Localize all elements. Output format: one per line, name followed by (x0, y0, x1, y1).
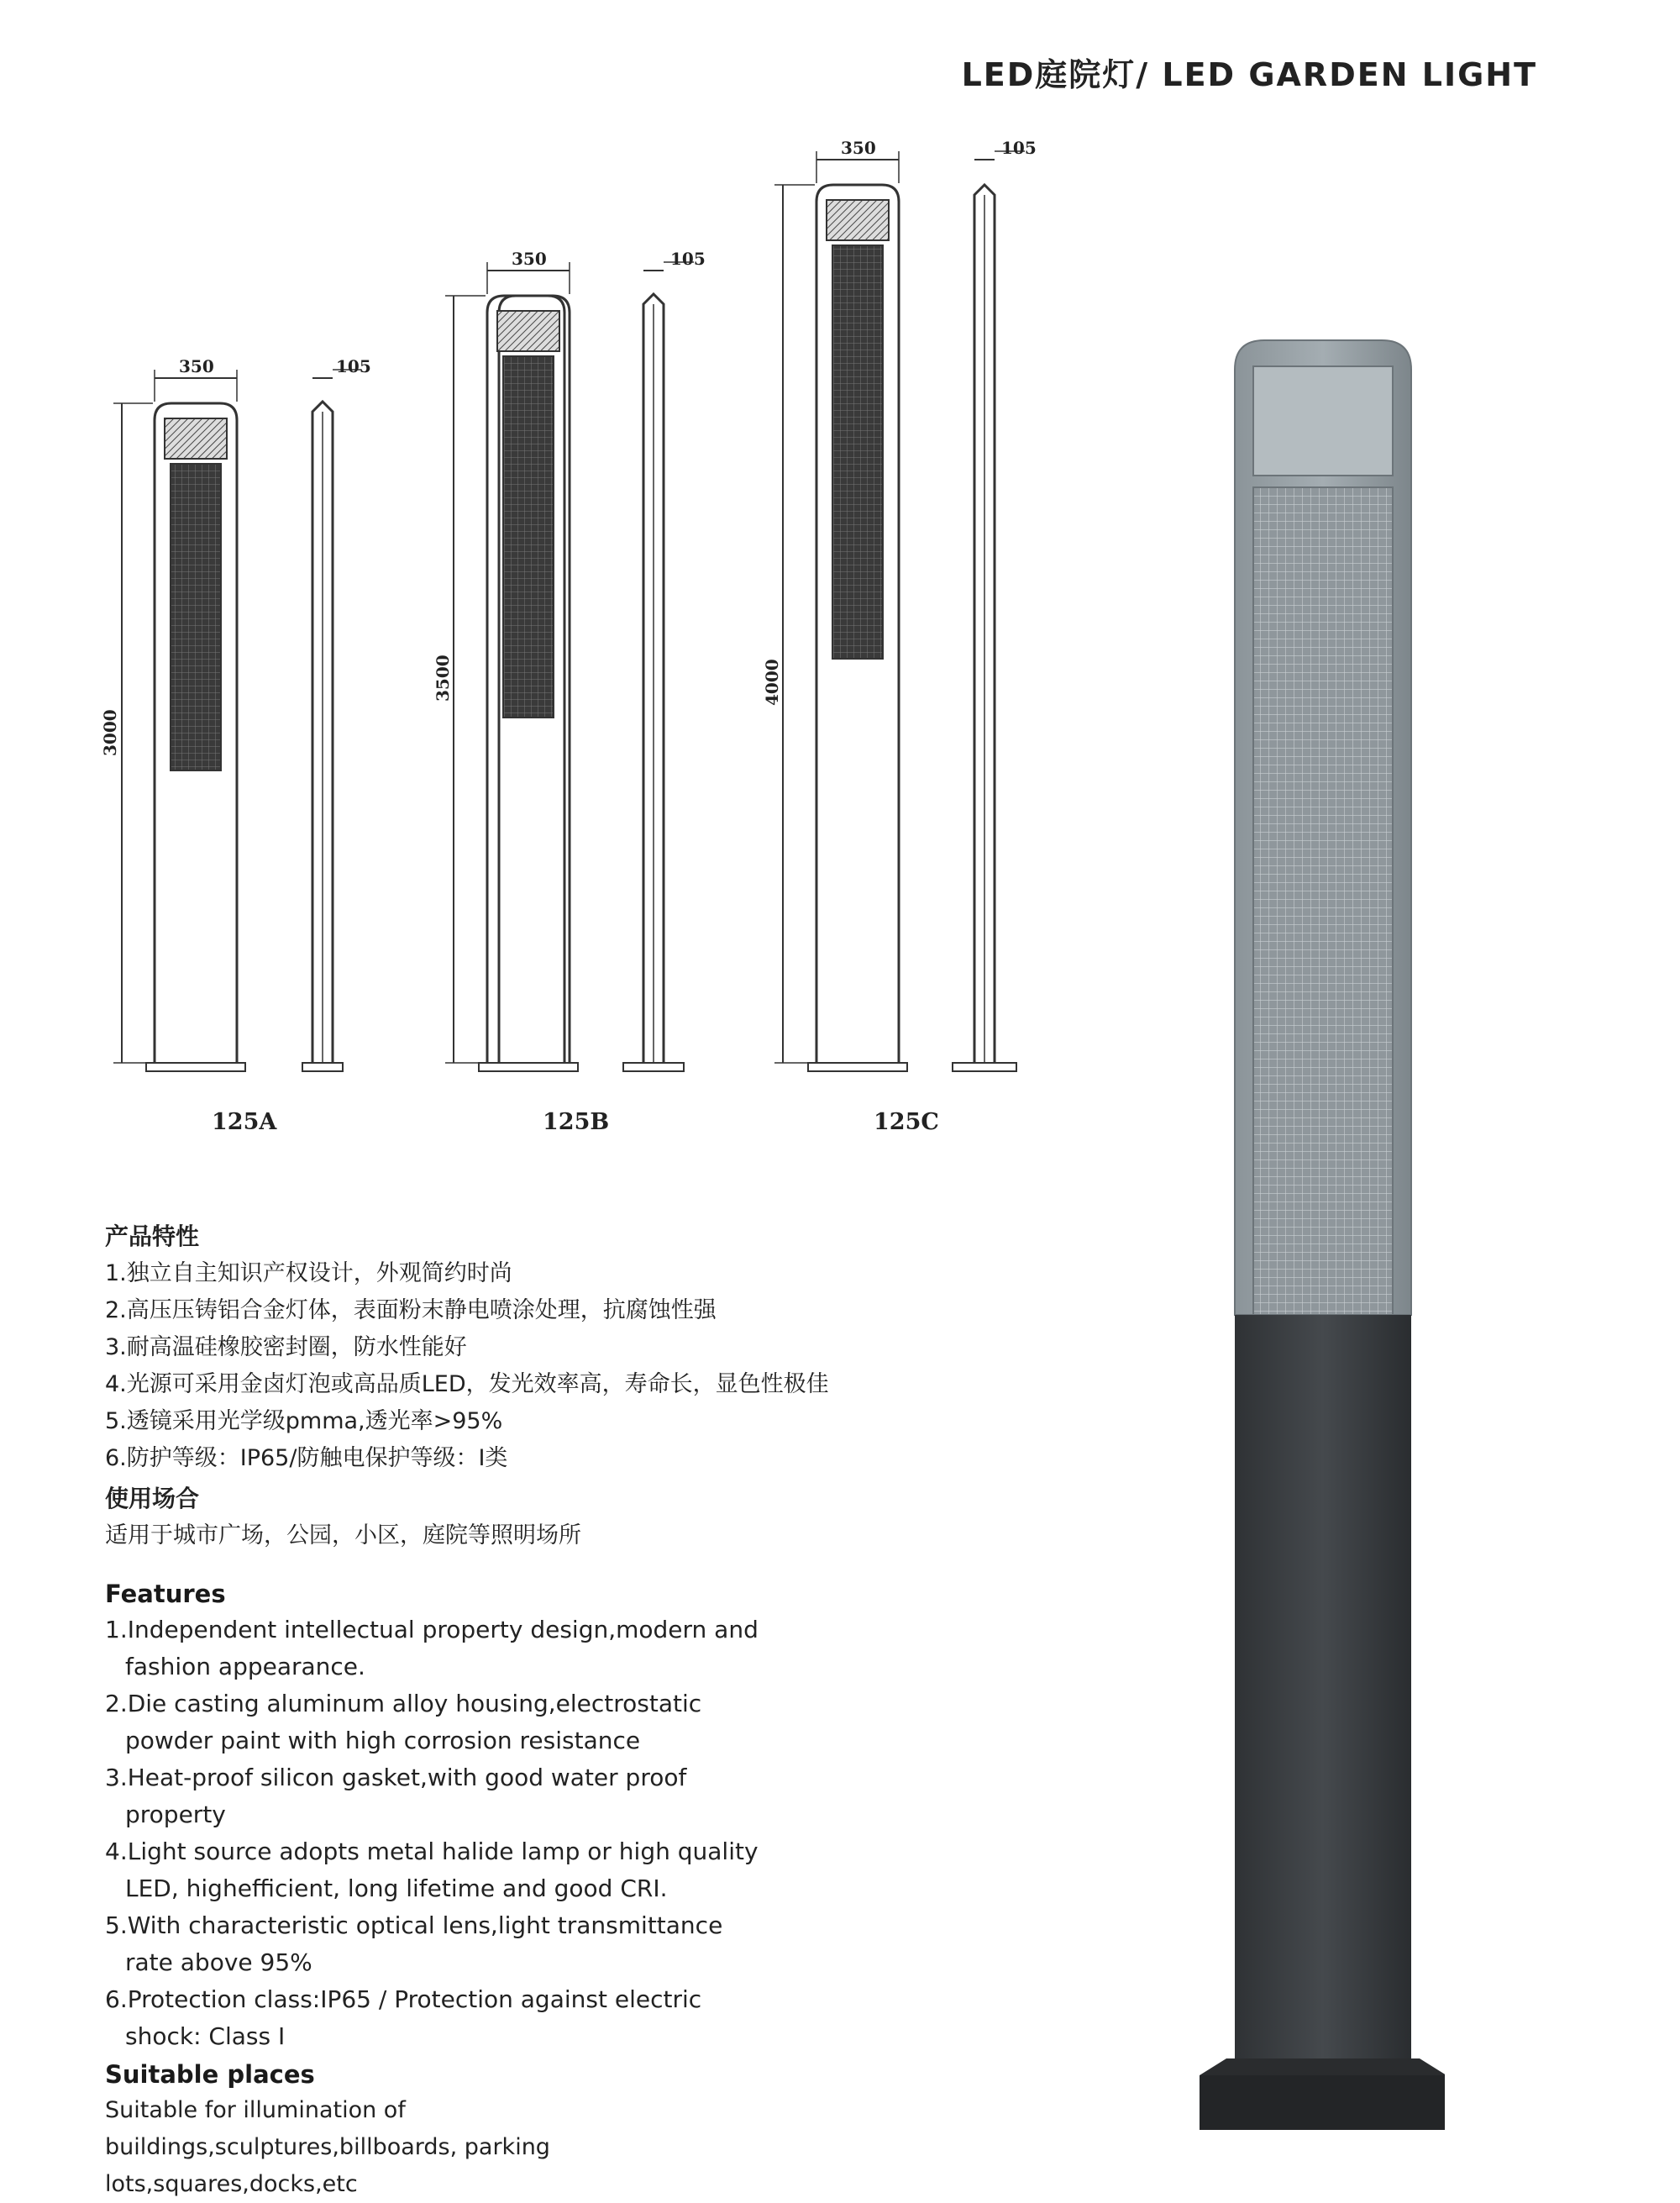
drawing-125c (774, 151, 1025, 1071)
cn-feature-item: 2.高压压铸铝合金灯体，表面粉末静电喷涂处理，抗腐蚀性强 (105, 1297, 717, 1323)
page-title: LED庭院灯/ LED GARDEN LIGHT (961, 56, 1537, 93)
en-feature-item: 1.Independent intellectual property design,modern and fashion appearance. (105, 1616, 759, 1680)
cn-features-heading: 产品特性 (105, 1222, 200, 1250)
width-dim-125b: 350 (512, 249, 547, 269)
product-render (1193, 336, 1445, 2134)
chinese-specs (105, 1218, 861, 1554)
english-specs (105, 1580, 760, 2203)
model-label-125a: 125A (212, 1109, 277, 1135)
depth-dim-125c: 105 (1001, 138, 1037, 158)
depth-dim-125a: 105 (336, 356, 371, 376)
drawing-125b (445, 262, 694, 1071)
cn-feature-item: 1.独立自主知识产权设计，外观简约时尚 (105, 1260, 512, 1286)
en-feature-item: 4.Light source adopts metal halide lamp or high quality LED, highefficient, long lifetime and good CRI. (105, 1838, 759, 1902)
depth-dim-125b: 105 (670, 249, 706, 269)
width-dim-125c: 350 (841, 138, 876, 158)
height-dim-125a: 3000 (100, 709, 120, 756)
model-label-125b: 125B (543, 1109, 610, 1135)
cn-feature-item: 6.防护等级：IP65/防触电保护等级：I类 (105, 1445, 508, 1471)
en-feature-item: 2.Die casting aluminum alloy housing,electrostatic powder paint with high corrosion resistance (105, 1690, 702, 1754)
height-dim-125c: 4000 (762, 659, 782, 706)
en-places-text: Suitable for illumination of buildings,sculptures,billboards, parking lots,squares,docks,etc (105, 2097, 550, 2197)
drawing-125a (113, 370, 361, 1071)
cn-feature-item: 5.透镜采用光学级pmma,透光率>95% (105, 1408, 503, 1434)
en-feature-item: 3.Heat-proof silicon gasket,with good water proof property (105, 1764, 687, 1828)
cn-feature-item: 4.光源可采用金卤灯泡或高品质LED，发光效率高，寿命长，显色性极佳 (105, 1371, 829, 1397)
technical-drawings (0, 0, 1092, 1176)
cn-places-text: 适用于城市广场，公园，小区，庭院等照明场所 (105, 1522, 581, 1548)
width-dim-125a: 350 (179, 356, 214, 376)
en-places-heading: Suitable places (105, 2060, 315, 2089)
en-features-heading: Features (105, 1580, 226, 1608)
en-feature-item: 5.With characteristic optical lens,light transmittance rate above 95% (105, 1911, 723, 1976)
model-label-125c: 125C (874, 1109, 939, 1135)
en-feature-item: 6.Protection class:IP65 / Protection against electric shock: Class I (105, 1985, 702, 2050)
cn-places-heading: 使用场合 (105, 1485, 200, 1512)
height-dim-125b: 3500 (433, 655, 453, 702)
cn-feature-item: 3.耐高温硅橡胶密封圈，防水性能好 (105, 1334, 467, 1360)
